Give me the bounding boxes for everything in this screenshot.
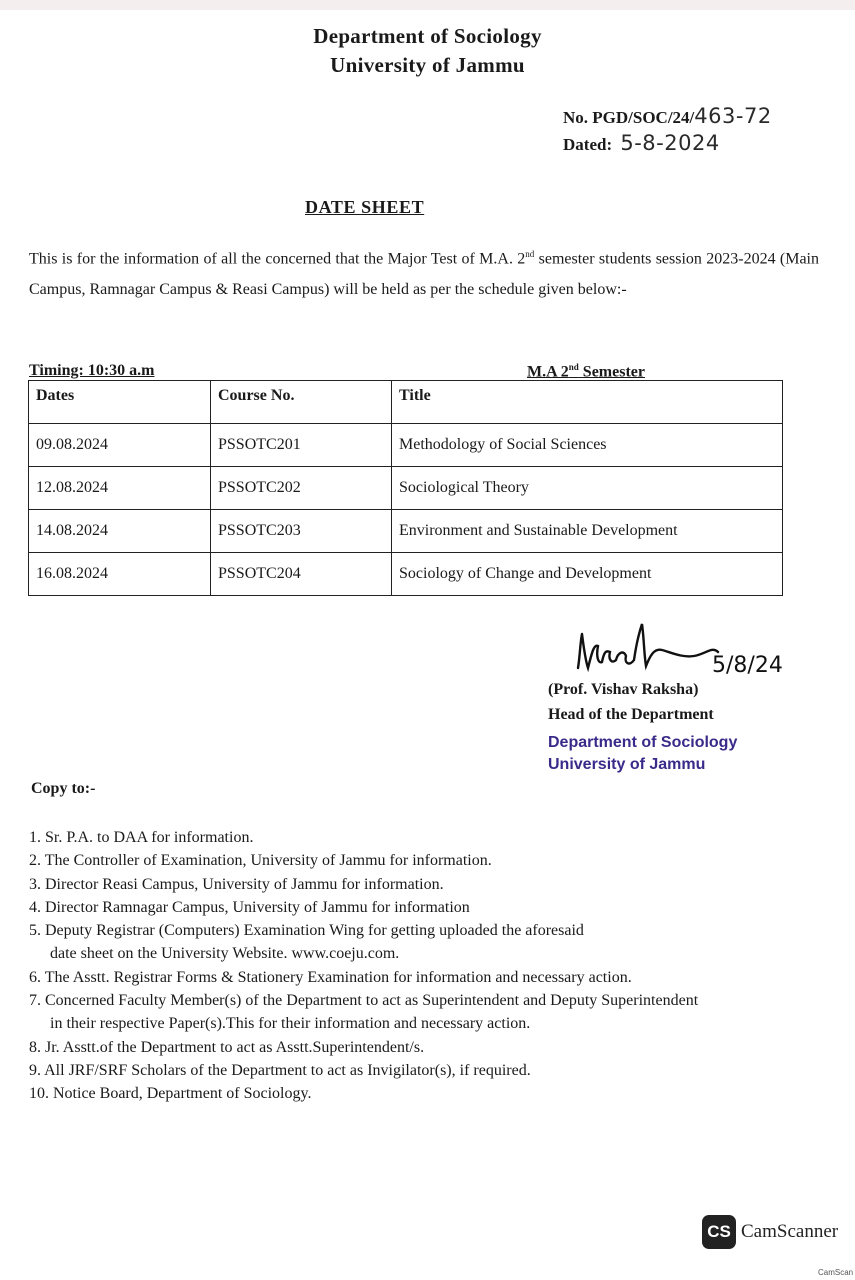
- cell-title: Sociological Theory: [392, 467, 783, 510]
- stamp-department: Department of Sociology: [548, 734, 738, 751]
- cell-course: PSSOTC204: [211, 553, 392, 596]
- reference-label: No. PGD/SOC/24/: [563, 108, 695, 127]
- camscanner-watermark: [702, 1215, 838, 1249]
- stamp-university: University of Jammu: [548, 756, 706, 773]
- reference-handwritten: 463-72: [694, 104, 772, 128]
- table-row: [29, 467, 783, 510]
- timing-label: Timing: 10:30 a.m: [29, 362, 155, 379]
- semester-suffix: Semester: [578, 363, 645, 381]
- intro-text-1: This is for the information of all the concerned that the Major Test of M.A. 2: [29, 250, 526, 268]
- cell-date: 09.08.2024: [29, 424, 211, 467]
- cell-title: Methodology of Social Sciences: [392, 424, 783, 467]
- handwritten-signature: [572, 616, 822, 691]
- cell-course: PSSOTC202: [211, 467, 392, 510]
- list-item: 10. Notice Board, Department of Sociology.: [29, 1085, 312, 1103]
- schedule-table: [28, 380, 783, 596]
- list-item-continuation: in their respective Paper(s).This for their information and necessary action.: [50, 1015, 531, 1033]
- signatory-designation: Head of the Department: [548, 706, 714, 723]
- header-dates: Dates: [29, 381, 211, 424]
- header-title: Title: [392, 381, 783, 424]
- semester-prefix: M.A 2: [527, 363, 569, 381]
- cell-title: Sociology of Change and Development: [392, 553, 783, 596]
- intro-paragraph: [29, 239, 819, 305]
- list-item: 1. Sr. P.A. to DAA for information.: [29, 829, 254, 846]
- cell-course: PSSOTC203: [211, 510, 392, 553]
- date-sheet-title: DATE SHEET: [305, 197, 425, 217]
- top-band: [0, 0, 855, 10]
- semester-sup: nd: [568, 362, 579, 372]
- header-course-no: Course No.: [211, 381, 392, 424]
- list-item: 5. Deputy Registrar (Computers) Examination Wing for getting uploaded the aforesaid: [29, 922, 584, 940]
- dated-label: Dated:: [563, 135, 613, 154]
- list-item: 4. Director Ramnagar Campus, University of Jammu for information: [29, 898, 470, 916]
- table-row: [29, 553, 783, 596]
- list-item: 2. The Controller of Examination, University of Jammu for information.: [29, 852, 492, 870]
- list-item: 7. Concerned Faculty Member(s) of the Department to act as Superintendent and Deputy Superintendent: [29, 992, 699, 1010]
- copy-to-label: Copy to:-: [31, 780, 96, 797]
- cell-course: PSSOTC201: [211, 424, 392, 467]
- dated-line: [563, 131, 720, 155]
- cell-date: 14.08.2024: [29, 510, 211, 553]
- table-row: [29, 510, 783, 553]
- cell-date: 12.08.2024: [29, 467, 211, 510]
- table-row: [29, 424, 783, 467]
- camscanner-small-mark: CamScan: [818, 1268, 854, 1277]
- reference-number: [563, 104, 772, 128]
- table-header-row: [29, 381, 783, 424]
- camscanner-brand: CamScanner: [741, 1221, 839, 1242]
- semester-label: [527, 362, 645, 381]
- list-item: 6. The Asstt. Registrar Forms & Stationery Examination for information and necessary action.: [29, 968, 632, 986]
- camscanner-icon: CS: [702, 1215, 736, 1249]
- list-item: 3. Director Reasi Campus, University of Jammu for information.: [29, 875, 444, 893]
- cell-title: Environment and Sustainable Development: [392, 510, 783, 553]
- cell-date: 16.08.2024: [29, 553, 211, 596]
- intro-sup: nd: [525, 249, 535, 259]
- university-heading: University of Jammu: [330, 53, 525, 77]
- dated-handwritten: 5-8-2024: [620, 131, 720, 155]
- signatory-name: (Prof. Vishav Raksha): [548, 681, 699, 698]
- list-item: 9. All JRF/SRF Scholars of the Department to act as Invigilator(s), if required.: [29, 1061, 531, 1079]
- list-item: 8. Jr. Asstt.of the Department to act as Asstt.Superintendent/s.: [29, 1038, 425, 1056]
- signature-date: 5/8/24: [712, 653, 783, 678]
- list-item-continuation: date sheet on the University Website. www.coeju.com.: [50, 945, 400, 963]
- intro-text-2: semester students session 2023-2024 (Main Campus, Ramnagar Campus & Reasi Campus) will be held as per the schedule given below:-: [29, 250, 819, 299]
- copy-to-list: [29, 826, 829, 1106]
- department-heading: Department of Sociology: [313, 24, 542, 48]
